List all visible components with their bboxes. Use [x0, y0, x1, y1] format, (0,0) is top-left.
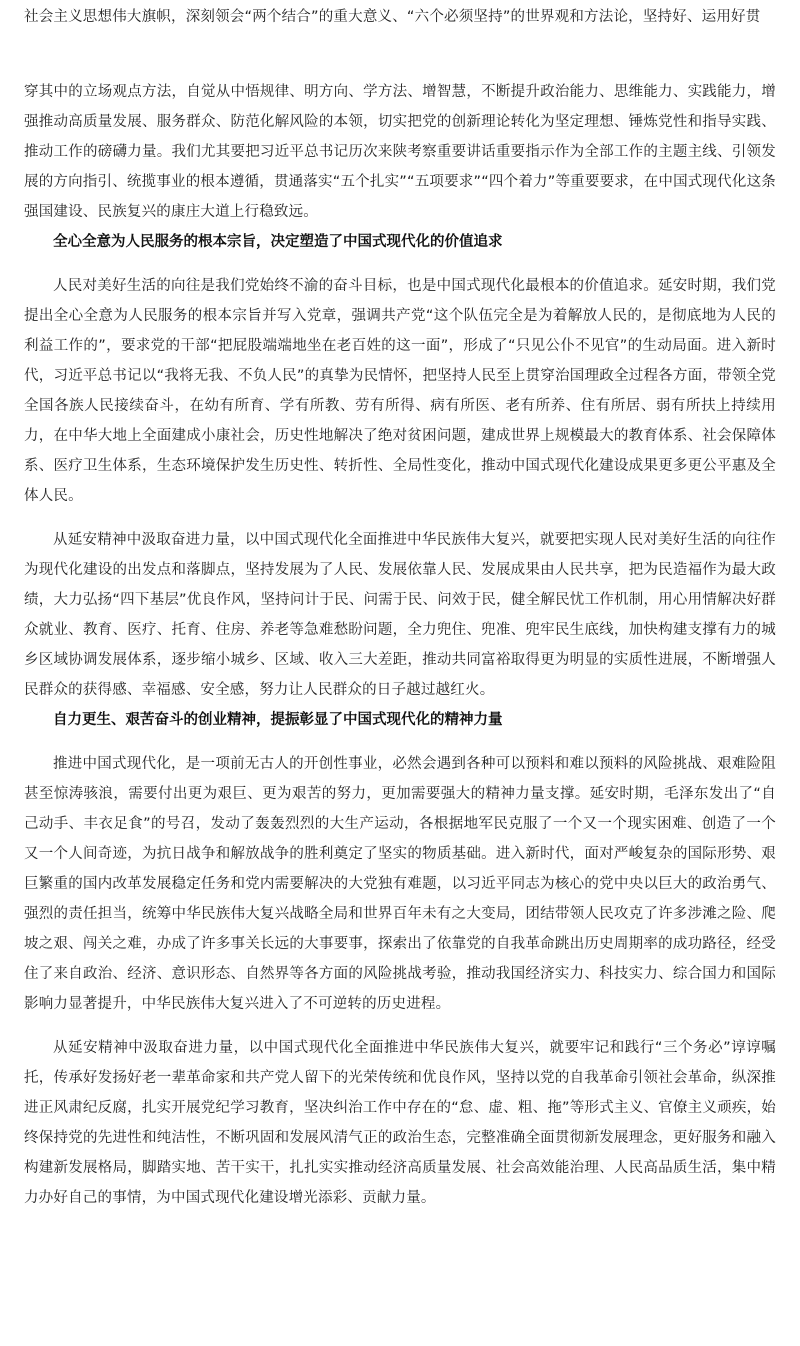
article-paragraph: 推进中国式现代化，是一项前无古人的开创性事业，必然会遇到各种可以预料和难以预料的风险挑战、艰难险阻甚至惊涛骇浪，需要付出更为艰巨、更为艰苦的努力，更加需要强大的精神力量支撑。延安时期，毛泽东发出了“自己动手、丰衣足食”的号召，发动了轰轰烈烈的大生产运动，各根据地军民克服了一个又一个现实困难、创造了一个又一个人间奇迹，为抗日战争和解放战争的胜利奠定了坚实的物质基础。进入新时代，面对严峻复杂的国际形势、艰巨繁重的国内改革发展稳定任务和党内需要解决的大党独有难题，以习近平同志为核心的党中央以巨大的政治勇气、强烈的责任担当，统筹中华民族伟大复兴战略全局和世界百年未有之大变局，团结带领人民攻克了许多涉滩之险、爬坡之艰、闯关之难，办成了许多事关长远的大事要事，探索出了依靠党的自我革命跳出历史周期率的成功路径，经受住了来自政治、经济、意识形态、自然界等各方面的风险挑战考验，推动我国经济实力、科技实力、综合国力和国际影响力显著提升，中华民族伟大复兴进入了不可逆转的历史进程。 — [24, 756, 776, 1012]
article-paragraph-continuation: 社会主义思想伟大旗帜，深刻领会“两个结合”的重大意义、“六个必须坚持”的世界观和方法论，坚持好、运用好贯 — [24, 9, 761, 25]
article-paragraph: 从延安精神中汲取奋进力量，以中国式现代化全面推进中华民族伟大复兴，就要牢记和践行“三个务必”谆谆嘱托，传承好发扬好老一辈革命家和共产党人留下的光荣传统和优良作风，坚持以党的自我革命引领社会革命，纵深推进正风肃纪反腐，扎实开展党纪学习教育，坚决纠治工作中存在的“怠、虚、粗、拖”等形式主义、官僚主义顽疾，始终保持党的先进性和纯洁性，不断巩固和发展风清气正的政治生态，完整准确全面贯彻新发展理念，更好服务和融入构建新发展格局，脚踏实地、苦干实干，扎扎实实推动经济高质量发展、社会高效能治理、人民高品质生活，集中精力办好自己的事情，为中国式现代化建设增光添彩、贡献力量。 — [24, 1040, 776, 1206]
article-body — [24, 0, 776, 1213]
article-paragraph: 穿其中的立场观点方法，自觉从中悟规律、明方向、学方法、增智慧，不断提升政治能力、思维能力、实践能力，增强推动高质量发展、服务群众、防范化解风险的本领，切实把党的创新理论转化为坚定理想、锤炼党性和指导实践、推动工作的磅礴力量。我们尤其要把习近平总书记历次来陕考察重要讲话重要指示作为全部工作的主题主线、引领发展的方向指引、统揽事业的根本遵循，贯通落实“五个扎实”“五项要求”“四个着力”等重要要求，在中国式现代化这条强国建设、民族复兴的康庄大道上行稳致远。 — [24, 84, 776, 220]
article-paragraph: 从延安精神中汲取奋进力量，以中国式现代化全面推进中华民族伟大复兴，就要把实现人民对美好生活的向往作为现代化建设的出发点和落脚点，坚持发展为了人民、发展依靠人民、发展成果由人民共享，把为民造福作为最大政绩，大力弘扬“四下基层”优良作风，坚持问计于民、问需于民、问效于民，健全解民忧工作机制，用心用情解决好群众就业、教育、医疗、托育、住房、养老等急难愁盼问题，全力兜住、兜准、兜牢民生底线，加快构建支撑有力的城乡区域协调发展体系，逐步缩小城乡、区域、收入三大差距，推动共同富裕取得更为明显的实质性进展，不断增强人民群众的获得感、幸福感、安全感，努力让人民群众的日子越过越红火。 — [24, 532, 776, 698]
article-paragraph: 人民对美好生活的向往是我们党始终不渝的奋斗目标，也是中国式现代化最根本的价值追求。延安时期，我们党提出全心全意为人民服务的根本宗旨并写入党章，强调共产党“这个队伍完全是为着解放人民的，是彻底地为人民的利益工作的”，要求党的干部“把屁股端端地坐在老百姓的这一面”，形成了“只见公仆不见官”的生动局面。进入新时代，习近平总书记以“我将无我、不负人民”的真挚为民情怀，把坚持人民至上贯穿治国理政全过程各方面，带领全党全国各族人民接续奋斗，在幼有所育、学有所教、劳有所得、病有所医、老有所养、住有所居、弱有所扶上持续用力，在中华大地上全面建成小康社会，历史性地解决了绝对贫困问题，建成世界上规模最大的教育体系、社会保障体系、医疗卫生体系，生态环境保护发生历史性、转折性、全局性变化，推动中国式现代化建设成果更多更公平惠及全体人民。 — [24, 278, 776, 504]
section-heading-spirit: 自力更生、艰苦奋斗的创业精神，提振彰显了中国式现代化的精神力量 — [53, 712, 503, 728]
section-heading-people: 全心全意为人民服务的根本宗旨，决定塑造了中国式现代化的价值追求 — [53, 234, 503, 250]
